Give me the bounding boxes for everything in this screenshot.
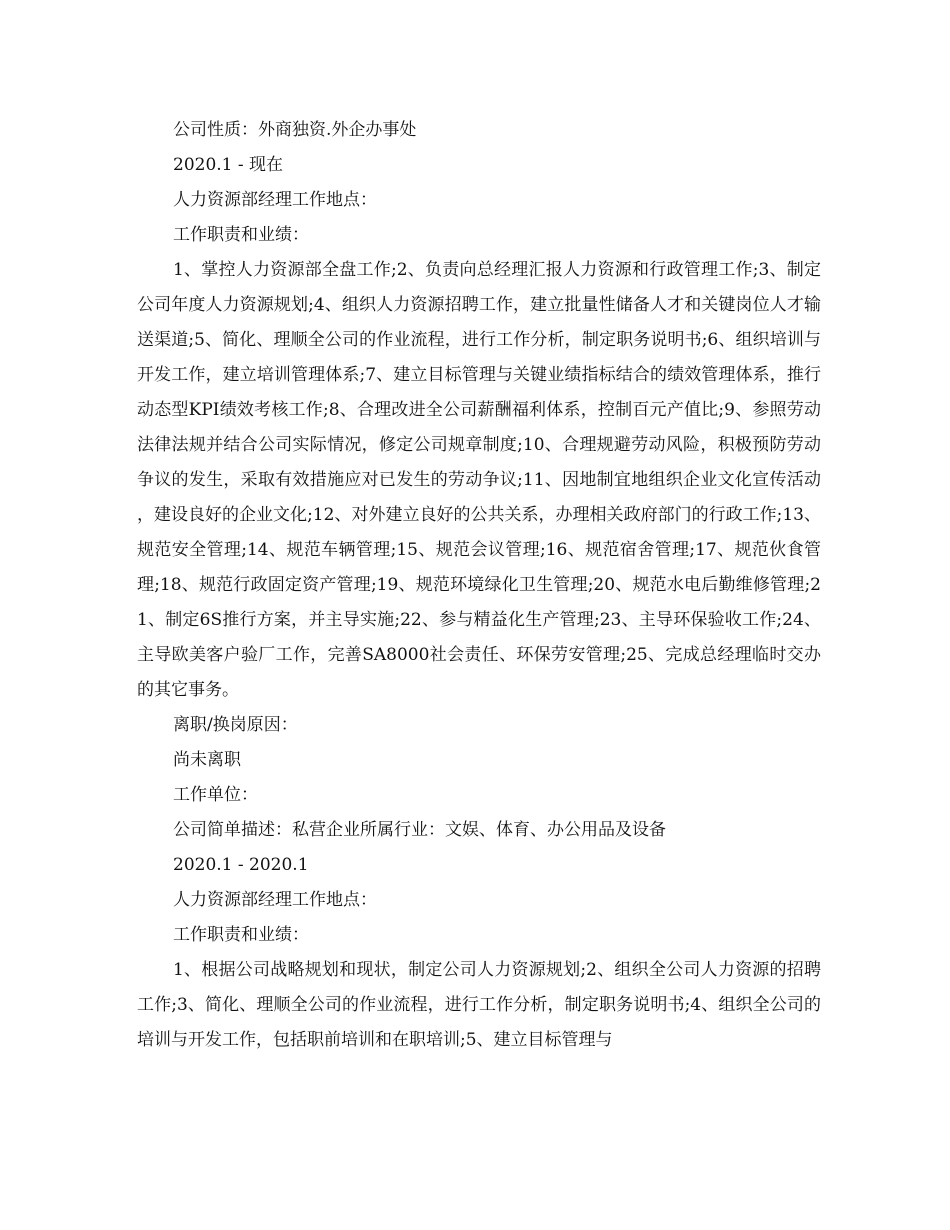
duties-heading: 工作职责和业绩： — [173, 925, 309, 945]
company-description: 公司简单描述：私营企业所属行业：文娱、体育、办公用品及设备 — [173, 820, 666, 840]
position-location: 人力资源部经理工作地点： — [173, 190, 377, 210]
leave-reason-value: 尚未离职 — [173, 750, 241, 770]
leave-reason-label: 离职/换岗原因： — [173, 715, 298, 735]
document-body — [137, 113, 821, 1058]
employer-label: 工作单位： — [173, 785, 258, 805]
duties-paragraph: 1、掌控人力资源部全盘工作;2、负责向总经理汇报人力资源和行政管理工作;3、制定公司年度人力资源规划;4、组织人力资源招聘工作，建立批量性储备人才和关键岗位人才输送渠道;5、简化、理顺全公司的作业流程，进行工作分析，制定职务说明书;6、组织培训与开发工作，建立培训管理体系;7、建立目标管理与关键业绩指标结合的绩效管理体系，推行动态型KPI绩效考核工作;8、合理改进全公司薪酬福利体系，控制百元产值比;9、参照劳动法律法规并结合公司实际情况，修定公司规章制度;10、合理规避劳动风险，积极预防劳动争议的发生，采取有效措施应对已发生的劳动争议;11、因地制宜地组织企业文化宣传活动，建设良好的企业文化;12、对外建立良好的公共关系，办理相关政府部门的行政工作;13、规范安全管理;14、规范车辆管理;15、规范会议管理;16、规范宿舍管理;17、规范伙食管理;18、规范行政固定资产管理;19、规范环境绿化卫生管理;20、规范水电后勤维修管理;21、制定6S推行方案，并主导实施;22、参与精益化生产管理;23、主导环保验收工作;24、主导欧美客户验厂工作，完善SA8000社会责任、环保劳安管理;25、完成总经理临时交办的其它事务。 — [137, 260, 821, 700]
employment-period: 2020.1 - 2020.1 — [173, 855, 309, 875]
position-location: 人力资源部经理工作地点： — [173, 890, 377, 910]
duties-heading: 工作职责和业绩： — [173, 225, 309, 245]
employment-period: 2020.1 - 现在 — [173, 155, 284, 175]
company-nature: 公司性质：外商独资.外企办事处 — [173, 120, 417, 140]
duties-paragraph: 1、根据公司战略规划和现状，制定公司人力资源规划;2、组织全公司人力资源的招聘工作;3、简化、理顺全公司的作业流程，进行工作分析，制定职务说明书;4、组织全公司的培训与开发工作，包括职前培训和在职培训;5、建立目标管理与 — [137, 960, 821, 1050]
